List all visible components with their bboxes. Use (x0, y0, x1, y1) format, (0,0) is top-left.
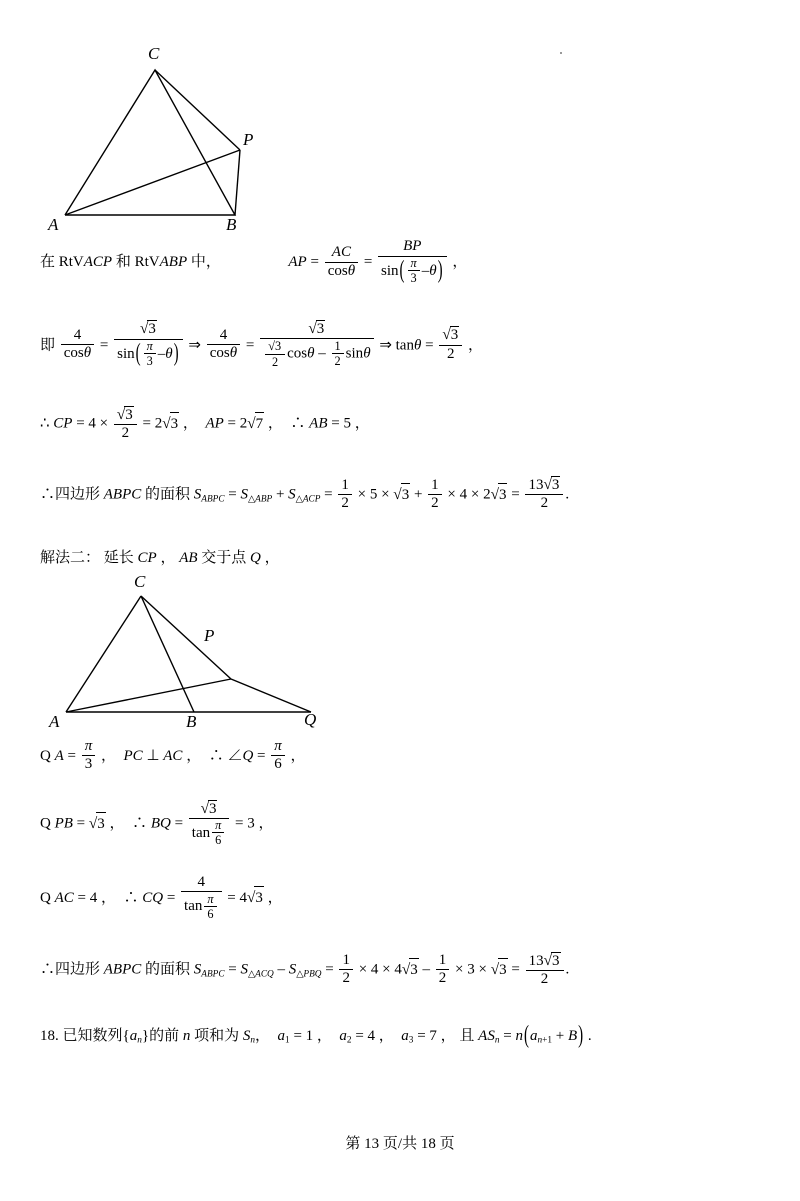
figure2-label-B: B (186, 711, 197, 731)
q-symbol-1: Q (40, 748, 51, 765)
equation-q-line-2: Q PB = √3 ， ∴ BQ = √3 tan $\frac{\pi}{6}$ = 3 ， (40, 799, 274, 848)
problem-18-number: 18. (40, 1027, 59, 1044)
equation-q-line-1: Q A = $\frac{\pi}{3}$ ， PC ⊥ AC ， ∴ ∠Q = $\frac{\pi}{6}$ ， (40, 738, 306, 773)
figure1-label-C: C (148, 44, 160, 63)
line1-tri1: ACP (83, 254, 113, 271)
figure-triangle-acq (46, 571, 760, 739)
figure2-label-A: A (49, 711, 60, 731)
line4-mid: 的面积 (141, 486, 194, 503)
page-content (40, 40, 760, 1048)
figure2-label-P: P (204, 625, 215, 645)
line1-prefix: 在 RtV (40, 254, 84, 271)
figure-triangle-abpc (40, 40, 760, 234)
line4-prefix: ∴四边形 (40, 486, 104, 503)
figure1-svg (40, 40, 320, 225)
equation-line-1 (40, 239, 760, 287)
problem-18-text: 已知数列$\{a_n\}$的前 n 项和为 $S_n$， $a_1 = 1$ ， $a_2 = 4$ ， $a_3 = 7$ ， 且 $AS_n = n(a_{n+1} + B)$ . (62, 1022, 592, 1050)
equation-line-4: ∴四边形 ABPC 的面积 $S_{ABPC} = S_{\triangle ABP} + S_{\triangle ACP}$ = $\frac{1}{2}$ × 5 × √3 + $\frac{1}{2}$ × 4 × 2√3 = $\frac{13√3}{2}$ . (40, 476, 570, 512)
line4-name: ABPC (103, 486, 142, 503)
q-symbol-2: Q (40, 816, 51, 833)
line1-tri2: ABP (159, 254, 188, 271)
equation-q-line-3: Q AC = 4 ， ∴ CQ = 4 tan $\frac{\pi}{6}$ = 4√3 ， (40, 874, 283, 921)
page-footer (0, 1130, 800, 1155)
figure1-label-A: A (48, 215, 59, 234)
line1-formula: AP = $\frac{AC}{\cos\theta}$ = BP sin( $\frac{\pi}{3}$ –θ) ， (288, 238, 468, 286)
method-two-heading (40, 547, 760, 570)
equation-final-area: ∴四边形 ABPC 的面积 $S_{ABPC} = S_{\triangle ACQ} - S_{\triangle PBQ}$ = $\frac{1}{2}$ × 4 × 4√3 – $\frac{1}{2}$ × 3 × √3 = $\frac{13√3}{2}$ . (40, 951, 570, 987)
line1-suffix: 中， (187, 254, 221, 271)
problem-18 (40, 1022, 760, 1050)
figure2-label-Q: Q (304, 709, 317, 729)
method-two-text: 解法二： 延长 CP ， AB 交于点 Q ， (40, 550, 280, 567)
equation-line-3: ∴ CP = 4 × $\frac{√3}{2}$ = 2√3 ， AP = 2√7 ， ∴ AB = 5 ， (40, 405, 370, 441)
line1-and: 和 RtV (112, 254, 160, 271)
equation-line-2: 即 $\frac{4}{\cos\theta}$ = √3 sin( $\frac{\pi}{3}$ –θ) ⇒ $\frac{4}{\cos\theta}$ = √3 $\frac{√3}{2}$ cosθ – $\frac{1}{2}$ sinθ ⇒ tanθ = $\frac{√3}{2}$ ， (40, 319, 483, 369)
figure1-label-B: B (226, 215, 237, 234)
figure1-label-P: P (243, 130, 254, 149)
line2-prefix: 即 (40, 336, 56, 353)
figure2-label-C: C (134, 571, 146, 591)
q-symbol-3: Q (40, 890, 51, 907)
page-number: 第 13 页/共 18 页 (345, 1136, 455, 1152)
